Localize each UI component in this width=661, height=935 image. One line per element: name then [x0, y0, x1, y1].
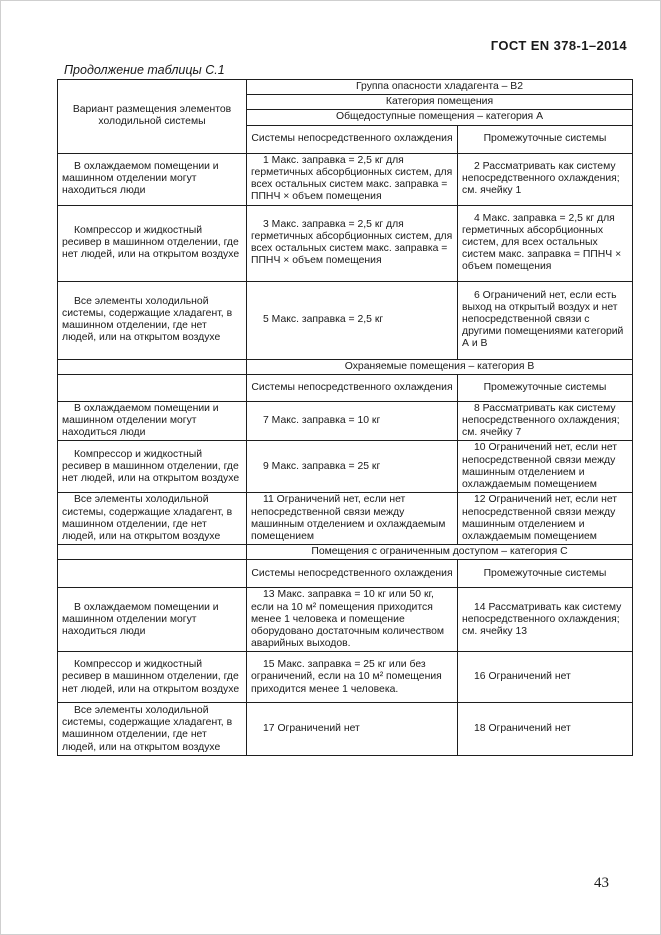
- subheader-direct-a: Системы непосредственного охлаждения: [247, 125, 458, 153]
- cell-2: 2 Рассматривать как систему непосредственного охлаждения; см. ячейку 1: [458, 153, 633, 205]
- cell-9: 9 Макс. заправка = 25 кг: [247, 441, 458, 493]
- standard-header: ГОСТ EN 378-1–2014: [490, 38, 627, 53]
- cell-8: 8 Рассматривать как систему непосредственного охлаждения; см. ячейку 7: [458, 401, 633, 441]
- cell-1: 1 Макс. заправка = 2,5 кг для герметичных абсорбционных систем, для всех остальных систем макс. заправка = ППНЧ × объем помещения: [247, 153, 458, 205]
- cell-14: 14 Рассматривать как систему непосредственного охлаждения; см. ячейку 13: [458, 588, 633, 652]
- subheader-indirect-b: Промежуточные системы: [458, 374, 633, 401]
- section-header-c: Помещения с ограниченным доступом – категория С: [247, 545, 633, 560]
- table-continuation-caption: Продолжение таблицы С.1: [64, 63, 225, 77]
- category-header: Категория помещения: [247, 95, 633, 110]
- subheader-indirect-a: Промежуточные системы: [458, 125, 633, 153]
- row-label: Все элементы холодильной системы, содержащие хладагент, в машинном отделении, где нет людей, или на открытом воздухе: [58, 493, 247, 545]
- blank-cell: [58, 359, 247, 374]
- cell-18: 18 Ограничений нет: [458, 703, 633, 756]
- subheader-direct-c: Системы непосредственного охлаждения: [247, 560, 458, 588]
- section-header-b: Охраняемые помещения – категория В: [247, 359, 633, 374]
- cell-13: 13 Макс. заправка = 10 кг или 50 кг, если на 10 м² помещения приходится менее 1 человека и помещение оборудовано достаточным количеством аварийных выходов.: [247, 588, 458, 652]
- col-header-variant: Вариант размещения элементов холодильной системы: [58, 80, 247, 154]
- cell-3: 3 Макс. заправка = 2,5 кг для герметичных абсорбционных систем, для всех остальных систем макс. заправка = ППНЧ × объем помещения: [247, 205, 458, 281]
- cell-11: 11 Ограничений нет, если нет непосредственной связи между машинным отделением и охлаждаемым помещением: [247, 493, 458, 545]
- group-header: Группа опасности хладагента – В2: [247, 80, 633, 95]
- subheader-indirect-c: Промежуточные системы: [458, 560, 633, 588]
- cell-6: 6 Ограничений нет, если есть выход на открытый воздух и нет непосредственной связи с другими помещениями категорий А и В: [458, 281, 633, 359]
- row-label: Все элементы холодильной системы, содержащие хладагент, в машинном отделении, где нет людей, или на открытом воздухе: [58, 703, 247, 756]
- cell-15: 15 Макс. заправка = 25 кг или без ограничений, если на 10 м² помещения приходится менее 1 человека.: [247, 652, 458, 703]
- cell-4: 4 Макс. заправка = 2,5 кг для герметичных абсорбционных систем, для всех остальных систем макс. заправка = ППНЧ × объем помещения: [458, 205, 633, 281]
- row-label: Все элементы холодильной системы, содержащие хладагент, в машинном отделении, где нет людей, или на открытом воздухе: [58, 281, 247, 359]
- section-header-a: Общедоступные помещения – категория А: [247, 110, 633, 125]
- blank-cell: [58, 560, 247, 588]
- cell-12: 12 Ограничений нет, если нет непосредственной связи между машинным отделением и охлаждаемым помещением: [458, 493, 633, 545]
- cell-10: 10 Ограничений нет, если нет непосредственной связи между машинным отделением и охлаждаемым помещением: [458, 441, 633, 493]
- row-label: В охлаждаемом помещении и машинном отделении могут находиться люди: [58, 401, 247, 441]
- cell-17: 17 Ограничений нет: [247, 703, 458, 756]
- blank-cell: [58, 374, 247, 401]
- page-number: 43: [594, 875, 609, 891]
- row-label: В охлаждаемом помещении и машинном отделении могут находиться люди: [58, 153, 247, 205]
- row-label: Компрессор и жидкостный ресивер в машинном отделении, где нет людей, или на открытом воздухе: [58, 205, 247, 281]
- blank-cell: [58, 545, 247, 560]
- cell-7: 7 Макс. заправка = 10 кг: [247, 401, 458, 441]
- cell-16: 16 Ограничений нет: [458, 652, 633, 703]
- row-label: В охлаждаемом помещении и машинном отделении могут находиться люди: [58, 588, 247, 652]
- row-label: Компрессор и жидкостный ресивер в машинном отделении, где нет людей, или на открытом воздухе: [58, 441, 247, 493]
- refrigerant-table: [57, 79, 633, 756]
- row-label: Компрессор и жидкостный ресивер в машинном отделении, где нет людей, или на открытом воздухе: [58, 652, 247, 703]
- cell-5: 5 Макс. заправка = 2,5 кг: [247, 281, 458, 359]
- subheader-direct-b: Системы непосредственного охлаждения: [247, 374, 458, 401]
